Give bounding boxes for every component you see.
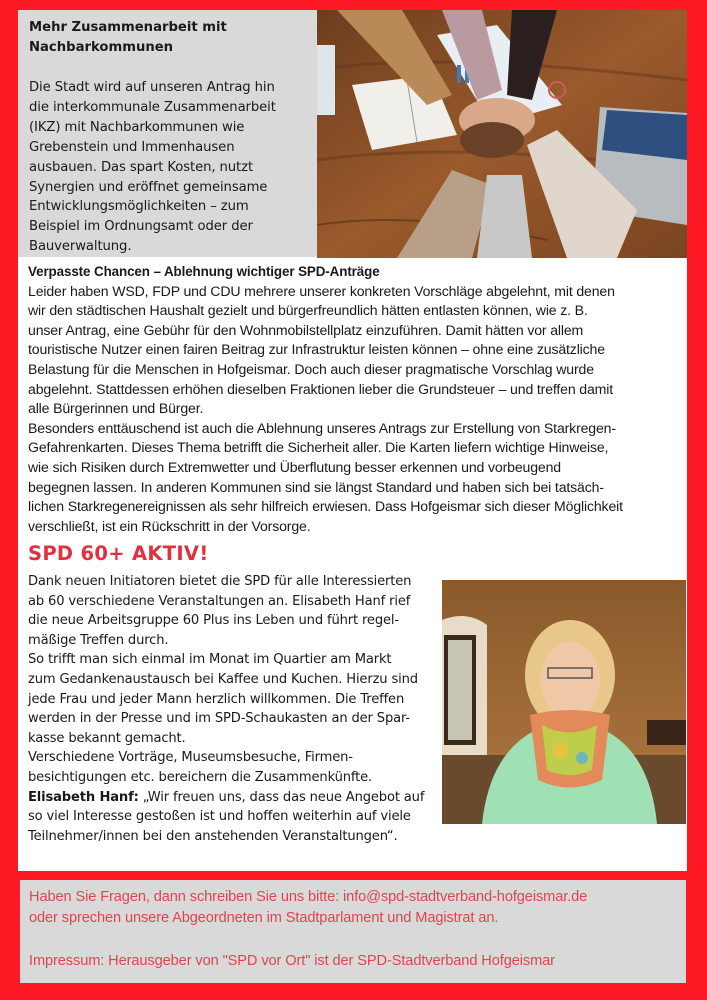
- text-line: ausbauen. Das spart Kosten, nutzt: [29, 159, 254, 175]
- text-line: Grebenstein und Immenhausen: [29, 139, 235, 155]
- text-line: unser Antrag, eine Gebühr für den Wohnmobilstellplatz einzuführen. Damit hätten vor allem: [28, 321, 584, 338]
- intro-title: [29, 18, 317, 58]
- text-line: kasse bekannt gemacht.: [28, 730, 186, 746]
- imprint-text: Impressum: Herausgeber von "SPD vor Ort" ist der SPD-Stadtverband Hofgeismar: [29, 953, 555, 969]
- quote-text: Teilnehmer/innen bei den anstehenden Veranstaltungen“.: [28, 828, 398, 844]
- quote-text: „Wir freuen uns, dass das neue Angebot auf: [138, 789, 425, 805]
- missed-chances-text: [28, 282, 678, 537]
- text-line: ab 60 verschiedene Veranstaltungen an. Elisabeth Hanf rief: [28, 593, 411, 609]
- contact-line: oder sprechen unsere Abgeordneten im Stadtparlament und Magistrat an.: [29, 910, 499, 926]
- text-line: zum Gedankenaustausch bei Kaffee und Kuchen. Hierzu sind: [28, 671, 418, 687]
- text-line: wie sich Risiken durch Extremwetter und Überflutung besser erkennen und vorbeugend: [28, 458, 561, 475]
- text-line: Synergien und eröffnet gemeinsame: [29, 179, 268, 195]
- text-line: (IKZ) mit Nachbarkommunen wie: [29, 119, 245, 135]
- text-line: Entwicklungsmöglichkeiten – zum: [29, 199, 249, 215]
- text-line: Belastung für die Menschen in Hofgeismar. Doch auch dieser pragmatische Vorschlag wurde: [28, 360, 594, 377]
- aktiv-heading: SPD 60+ AKTIV!: [28, 542, 209, 565]
- portrait-image: [442, 580, 686, 824]
- text-line: werden in der Presse und im SPD-Schaukasten an der Spar-: [28, 711, 410, 727]
- text-line: mäßige Treffen durch.: [28, 632, 169, 648]
- text-line: jede Frau und jeder Mann herzlich willkommen. Die Treffen: [28, 691, 405, 707]
- team-hands-image: [317, 10, 687, 258]
- text-line: alle Bürgerinnen und Bürger.: [28, 400, 204, 417]
- contact-line[interactable]: Haben Sie Fragen, dann schreiben Sie uns bitte: info@spd-stadtverband-hofgeismar.de: [29, 889, 588, 905]
- intro-title-line: Mehr Zusammenarbeit mit: [29, 20, 227, 35]
- intro-title-line: Nachbarkommunen: [29, 40, 174, 55]
- text-line: verschließt, ist ein Rückschritt in der Vorsorge.: [28, 517, 311, 534]
- text-line: Gefahrenkarten. Dieses Thema betrifft die Sicherheit aller. Die Karten liefern wichtige Hinweise,: [28, 439, 609, 456]
- footer-box: [20, 880, 686, 983]
- text-line: Verschiedene Vorträge, Museumsbesuche, Firmen-: [28, 750, 353, 766]
- text-line: Leider haben WSD, FDP und CDU mehrere unserer konkreten Vorschläge abgelehnt, mit denen: [28, 282, 615, 299]
- quote-speaker: Elisabeth Hanf:: [28, 789, 139, 805]
- aktiv-section: [28, 572, 438, 846]
- text-line: begegnen lassen. In anderen Kommunen sind sie längst Standard und haben sich bei tatsäch-: [28, 478, 604, 495]
- text-line: die neue Arbeitsgruppe 60 Plus ins Leben und führt regel-: [28, 613, 399, 629]
- text-line: Beispiel im Ordnungsamt oder der: [29, 219, 253, 235]
- text-line: Besonders enttäuschend ist auch die Ablehnung unseres Antrags zur Erstellung von Starkregen-: [28, 419, 616, 436]
- quote-text: so viel Interesse gestoßen ist und hoffen weiterhin auf viele: [28, 809, 411, 825]
- team-hands-photo: [317, 10, 687, 258]
- missed-chances-title: Verpasste Chancen – Ablehnung wichtiger SPD-Anträge: [28, 264, 380, 279]
- text-line: besichtigungen etc. bereichern die Zusammenkünfte.: [28, 769, 373, 785]
- text-line: Bauverwaltung.: [29, 239, 132, 255]
- intro-text: [29, 78, 317, 257]
- text-line: touristische Nutzer einen fairen Beitrag zur Infrastruktur leisten können – ohne eine zusätzliche: [28, 341, 605, 358]
- aktiv-text: [28, 572, 438, 846]
- text-line: So trifft man sich einmal im Monat im Quartier am Markt: [28, 652, 392, 668]
- portrait-photo: [442, 580, 686, 824]
- missed-chances-section: [28, 262, 678, 536]
- text-line: Dank neuen Initiatoren bietet die SPD für alle Interessierten: [28, 574, 412, 589]
- text-line: Die Stadt wird auf unseren Antrag hin: [29, 80, 275, 95]
- intro-box: [18, 10, 317, 257]
- text-line: lichen Starkregenereignissen als sehr hilfreich erwiesen. Dass Hofgeismar sich dieser Möglichkeit: [28, 498, 623, 515]
- content-panel: [18, 10, 687, 871]
- text-line: abgelehnt. Stattdessen erhöhen dieselben Fraktionen lieber die Grundsteuer – und treffen damit: [28, 380, 614, 397]
- text-line: wir den städtischen Haushalt gezielt und bürgerfreundlich hätten entlasten können, wie z. B.: [28, 302, 588, 319]
- text-line: die interkommunale Zusammenarbeit: [29, 99, 276, 115]
